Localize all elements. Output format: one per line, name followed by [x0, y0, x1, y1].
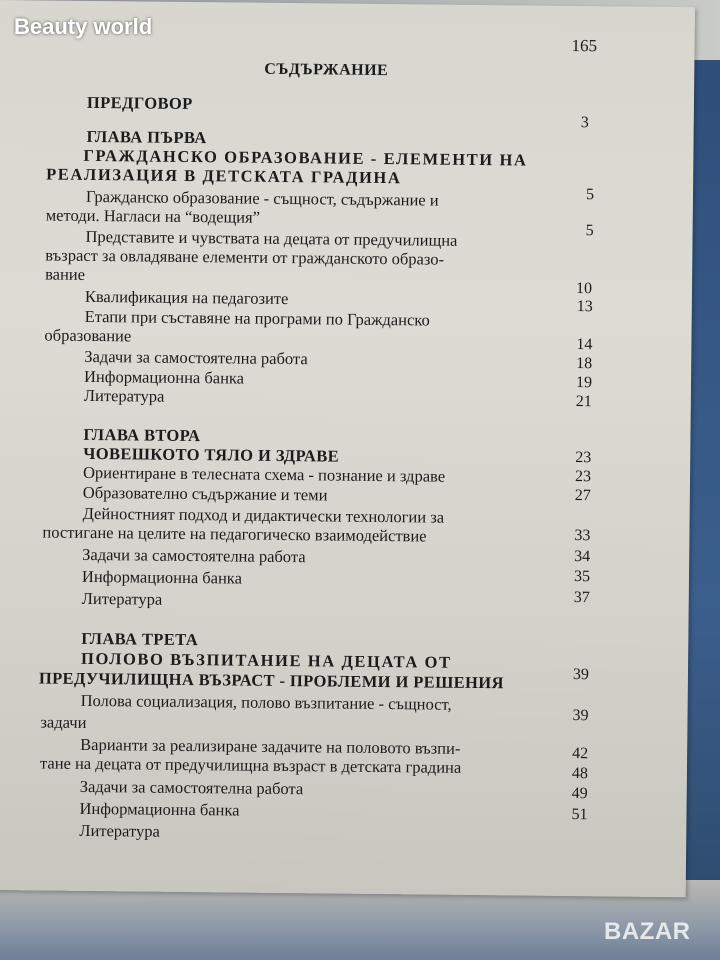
- ch1-entry5-line1: Задачи за самостоятелна работа: [84, 346, 308, 369]
- ch1-entry7-page: 19: [575, 374, 593, 392]
- ch1-entry4-line1: Етапи при съставяне на програми по Гражданско: [84, 306, 430, 330]
- ch3-entry1-line1: Полова социализация, полово възпитание - същност,: [80, 690, 452, 714]
- ch2-entry2-page: 27: [574, 487, 591, 505]
- ch3-entry3-page: 48: [571, 765, 589, 783]
- watermark-text: Beauty world: [14, 14, 153, 39]
- ch2-entry2-line1: Образователно съдържание и теми: [82, 482, 328, 505]
- ch1-entry6-page: 18: [576, 355, 593, 373]
- chapter1-title-line1: ГРАЖДАНСКО ОБРАЗОВАНИЕ - ЕЛЕМЕНТИ НА: [83, 145, 528, 170]
- ch2-entry5-line1: Информационна банка: [81, 566, 243, 588]
- chapter3-title-line1: ПОЛОВО ВЪЗПИТАНИЕ НА ДЕЦАТА ОТ: [81, 648, 452, 672]
- ch1-entry4-line2: образование: [44, 325, 132, 346]
- ch3-entry3-line1: Задачи за самостоятелна работа: [79, 776, 304, 799]
- chapter2-title-page: 23: [575, 449, 592, 467]
- ch3-entry5-page: 51: [571, 806, 588, 824]
- ch1-entry2-line2: възраст за овладяване елементи от гражданското образо-: [45, 245, 445, 269]
- ch1-entry5-page: 14: [576, 336, 593, 354]
- chapter2-title: ЧОВЕШКОТО ТЯЛО И ЗДРАВЕ: [83, 443, 340, 466]
- ch3-entry4-line1: Информационна банка: [79, 798, 240, 820]
- ch3-entry2-line1: Варианти за реализиране задачите на половото възпи-: [80, 734, 461, 758]
- ch2-entry6-page: 37: [573, 589, 590, 607]
- ch2-entry1-line1: Ориентиране в телесната схема - познание и здраве: [82, 462, 446, 486]
- ch3-entry1-line2: задачи: [40, 712, 87, 732]
- ch3-entry2-page: 42: [572, 745, 589, 763]
- ch1-entry7-line1: Литература: [83, 385, 165, 406]
- ch2-entry3-line2: постигане на целите на педагогическо взаимодействие: [42, 522, 427, 546]
- ch1-entry2-line1: Представите и чувствата на децата от предучилищна: [85, 226, 458, 250]
- chapter1-label: ГЛАВА ПЪРВА: [86, 126, 207, 148]
- ch1-entry8-page: 21: [575, 393, 592, 411]
- ch1-entry1-line1: Гражданско образование - същност, съдържание и: [85, 186, 439, 210]
- ch1-entry2-page: 5: [585, 222, 594, 240]
- ch1-entry3-page: 10: [575, 280, 593, 298]
- ch2-entry3-line1: Дейностният подход и дидактически технологии за: [82, 503, 445, 527]
- ch2-entry5-page: 35: [573, 568, 591, 586]
- chapter3-label: ГЛАВА ТРЕТА: [81, 628, 199, 650]
- ch1-entry1-line2: методи. Нагласи на “водещия”: [45, 205, 261, 227]
- bazar-logo: BAZAR: [604, 918, 691, 945]
- page-number: 165: [571, 35, 598, 56]
- chapter2-label: ГЛАВА ВТОРА: [83, 424, 201, 446]
- ch2-entry4-line1: Задачи за самостоятелна работа: [82, 544, 306, 567]
- ch3-entry5-line1: Литература: [79, 820, 160, 841]
- ch2-entry4-page: 34: [574, 548, 591, 566]
- ch2-entry6-line1: Литература: [81, 588, 163, 609]
- chapter3-title-page: 39: [572, 666, 590, 684]
- ch3-entry2-line2: тане на децата от предучилищна възраст в детската градина: [39, 753, 462, 777]
- ch3-entry4-page: 49: [571, 785, 588, 803]
- ch3-entry1-page: 39: [572, 707, 589, 725]
- ch2-entry1-page: 23: [574, 468, 592, 486]
- ch1-entry2-line3: вание: [45, 264, 86, 284]
- ch1-entry3-line1: Квалификация на педагозите: [84, 286, 289, 309]
- ch1-entry6-line1: Информационна банка: [83, 366, 245, 388]
- preface-label: ПРЕДГОВОР: [86, 92, 193, 114]
- preface-page: 3: [580, 114, 589, 132]
- toc-title: СЪДЪРЖАНИЕ: [264, 60, 389, 80]
- ch1-entry4-page: 13: [576, 298, 593, 316]
- ch1-entry1-page: 5: [585, 186, 595, 204]
- chapter3-title-line2: ПРЕДУЧИЛИЩНА ВЪЗРАСТ - ПРОБЛЕМИ И РЕШЕНИЯ: [38, 668, 504, 693]
- chapter1-title-line2: РЕАЛИЗАЦИЯ В ДЕТСКАТА ГРАДИНА: [46, 164, 402, 188]
- ch2-entry3-page: 33: [574, 527, 591, 545]
